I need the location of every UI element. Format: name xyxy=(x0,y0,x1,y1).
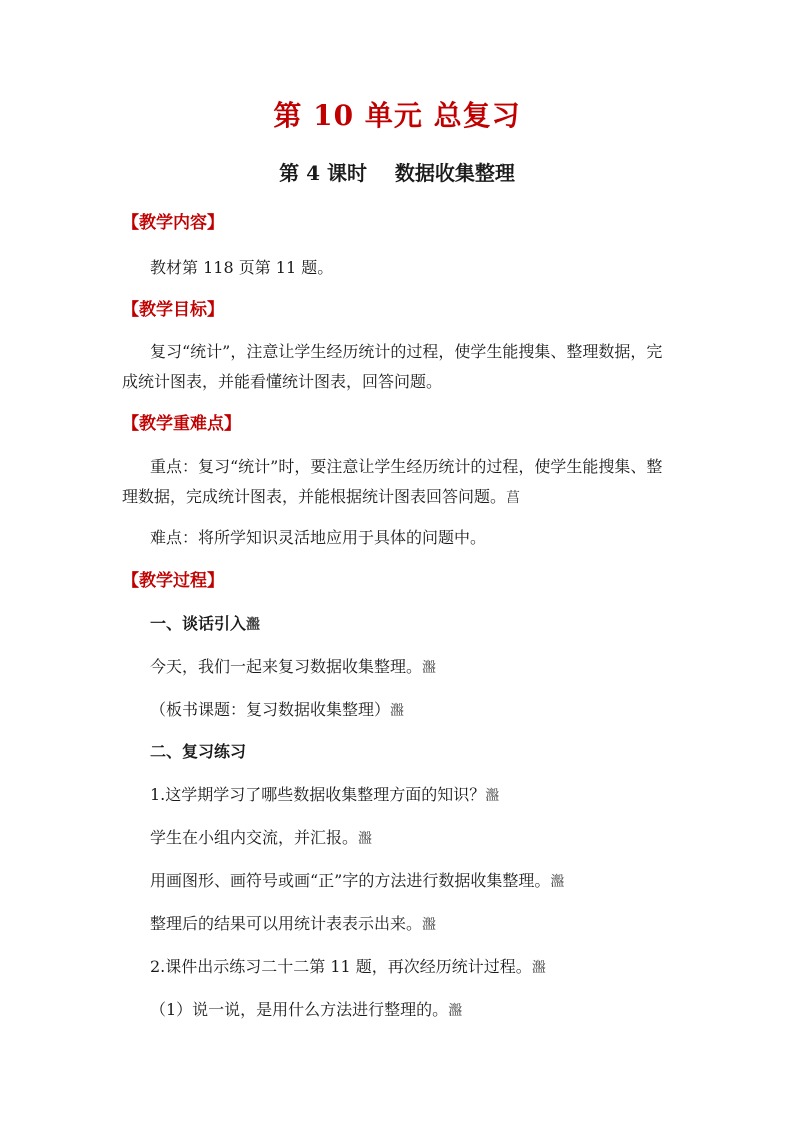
process-q1-a xyxy=(150,823,680,854)
process-p2 xyxy=(150,695,680,726)
key-line-2-text: 理数据，完成统计图表，并能根据统计图表回答问题。 xyxy=(122,487,507,506)
goals-line-1: 复习“统计”，注意让学生经历统计的过程，使学生能搜集、整理数据，完 xyxy=(150,342,663,361)
process-q1-b-text: 用画图形、画符号或画“正”字的方法进行数据收集整理。 xyxy=(150,871,551,890)
watermark-glyph: 瀊 xyxy=(422,660,437,676)
watermark-glyph: 瀊 xyxy=(550,874,565,890)
goals-paragraph xyxy=(122,337,677,397)
section-heading-process: 【教学过程】 xyxy=(122,571,224,591)
process-p1 xyxy=(150,652,680,683)
section-heading-key-points: 【教学重难点】 xyxy=(122,414,241,434)
key-line-2 xyxy=(122,482,677,513)
watermark-glyph: 瀊 xyxy=(448,1003,463,1019)
process-q1-a-text: 学生在小组内交流，并汇报。 xyxy=(150,828,359,847)
watermark-glyph: 瀊 xyxy=(358,831,373,847)
watermark-glyph: 菖 xyxy=(506,490,521,506)
document-subtitle: 第 4 课时 数据收集整理 xyxy=(279,161,515,185)
part1-title-text: 一、谈话引入 xyxy=(150,614,247,633)
goals-line-2: 成统计图表，并能看懂统计图表，回答问题。 xyxy=(122,372,443,391)
watermark-glyph: 瀊 xyxy=(485,788,500,804)
difficulty-line: 难点：将所学知识灵活地应用于具体的问题中。 xyxy=(150,528,487,547)
process-p1-text: 今天，我们一起来复习数据收集整理。 xyxy=(150,657,423,676)
part2-title xyxy=(150,737,680,767)
process-q2-1-text: （1）说一说，是用什么方法进行整理的。 xyxy=(150,1000,449,1019)
process-q1 xyxy=(150,780,680,811)
part1-title xyxy=(150,609,680,640)
process-q1-c xyxy=(150,909,680,940)
process-q2-1 xyxy=(150,995,680,1026)
part2-title-text: 二、复习练习 xyxy=(150,742,247,761)
process-q2-text: 2.课件出示练习二十二第 11 题，再次经历统计过程。 xyxy=(150,957,532,976)
content-text xyxy=(150,253,680,283)
watermark-glyph: 瀊 xyxy=(390,703,405,719)
watermark-glyph: 瀊 xyxy=(246,617,261,633)
content-line: 教材第 118 页第 11 题。 xyxy=(150,258,334,277)
watermark-glyph: 瀊 xyxy=(531,960,546,976)
process-p2-text: （板书课题：复习数据收集整理） xyxy=(150,700,391,719)
section-heading-content: 【教学内容】 xyxy=(122,213,224,233)
watermark-glyph: 瀊 xyxy=(422,917,437,933)
process-q1-b xyxy=(150,866,680,897)
document-title: 第 10 单元 总复习 xyxy=(273,99,521,132)
section-heading-goals: 【教学目标】 xyxy=(122,300,224,320)
process-q2 xyxy=(150,952,680,983)
key-line-1: 重点：复习“统计”时，要注意让学生经历统计的过程，使学生能搜集、整 xyxy=(150,457,663,476)
process-q1-text: 1.这学期学习了哪些数据收集整理方面的知识？ xyxy=(150,785,486,804)
process-q1-c-text: 整理后的结果可以用统计表表示出来。 xyxy=(150,914,423,933)
difficulty-paragraph xyxy=(150,523,680,553)
key-points-paragraph xyxy=(122,452,677,513)
